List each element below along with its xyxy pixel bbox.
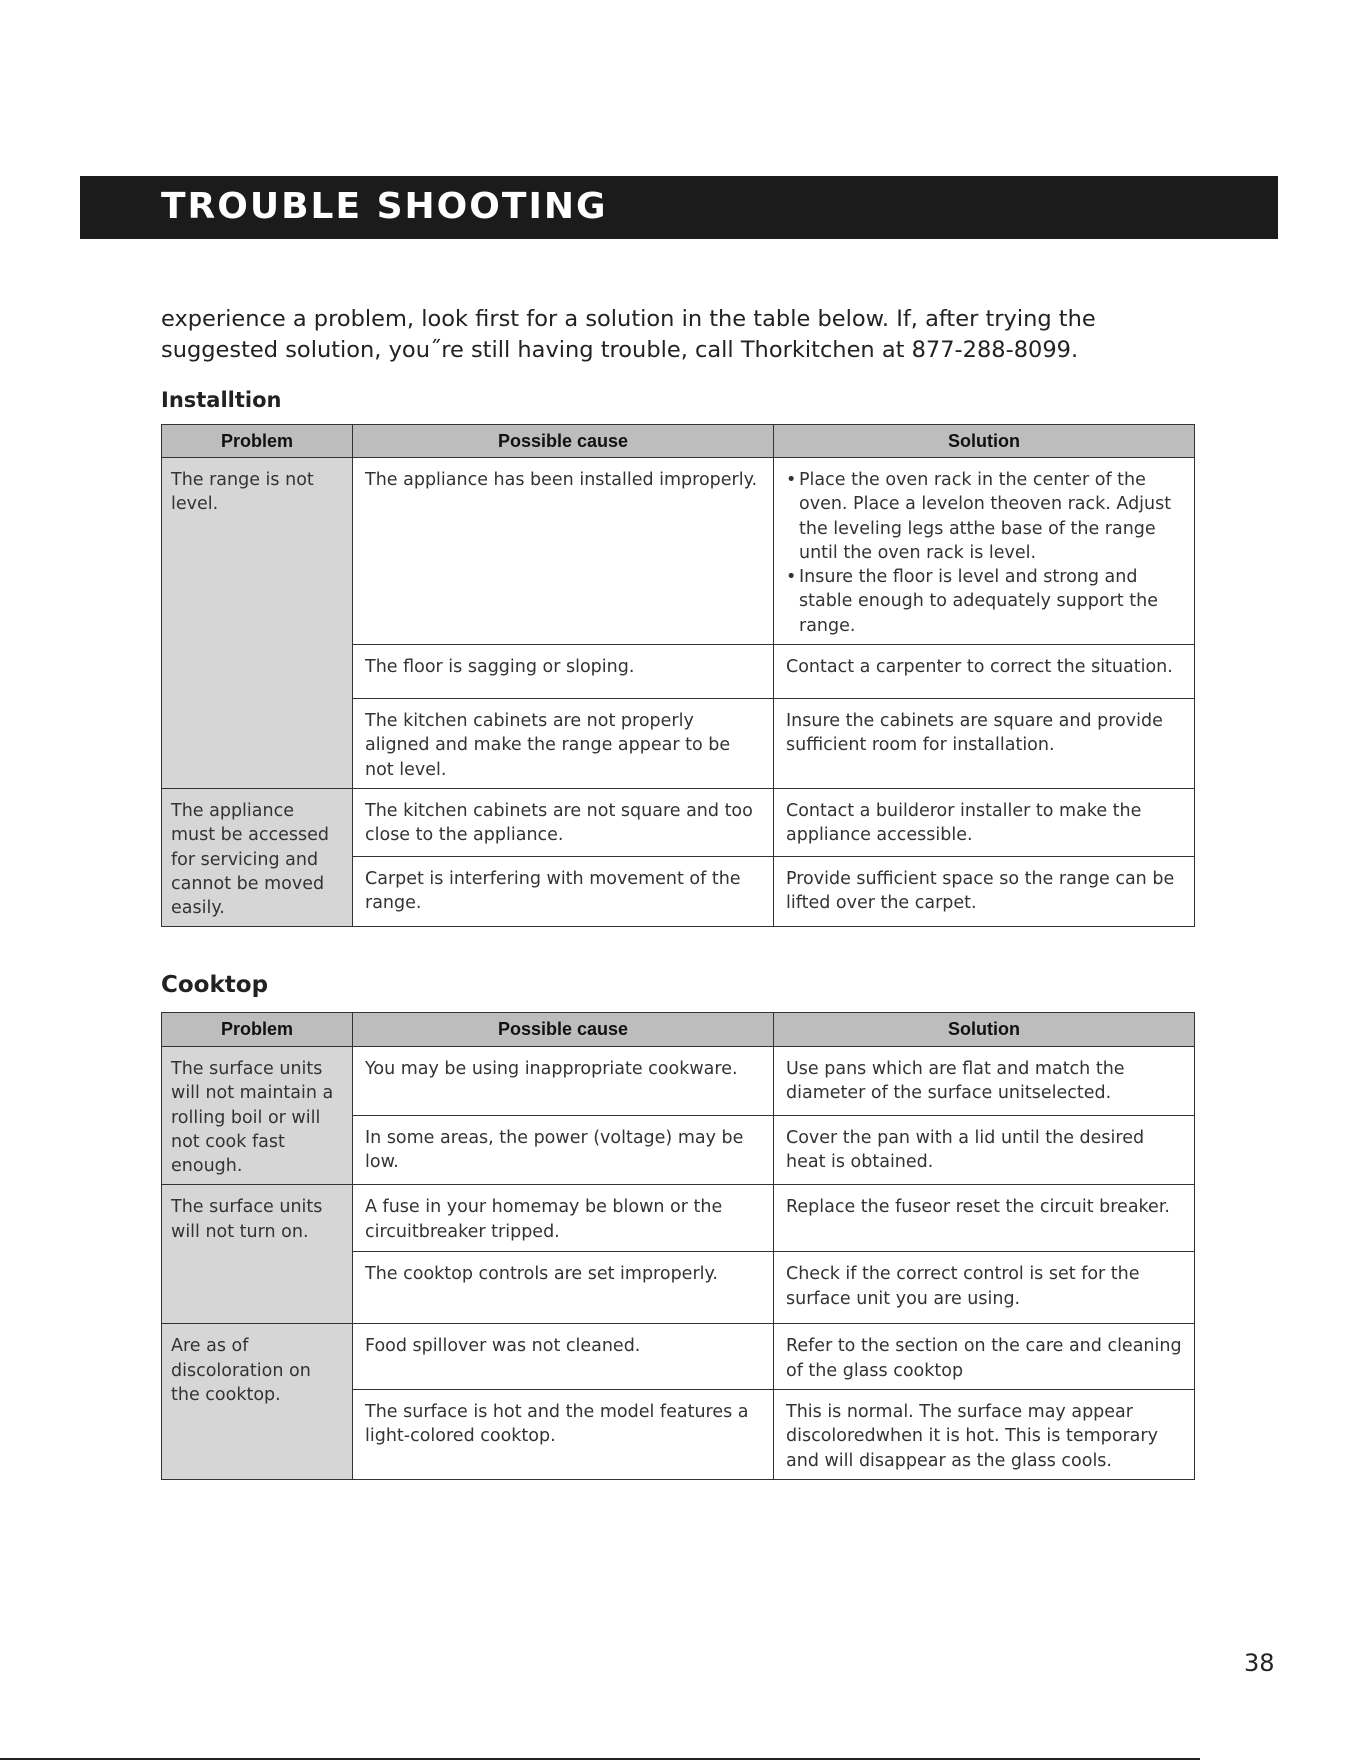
problem-cell: Are as of discoloration on the cooktop. xyxy=(162,1324,353,1480)
solution-cell: Use pans which are flat and match the diameter of the surface unitselected. xyxy=(774,1047,1195,1116)
solution-cell: Replace the fuseor reset the circuit breaker. xyxy=(774,1185,1195,1252)
solution-bullet: • Place the oven rack in the center of the oven. Place a levelon theoven rack. Adjust the leveling legs atthe base of the range until the oven rack is level. xyxy=(786,468,1184,565)
page-number: 38 xyxy=(1244,1649,1275,1677)
problem-cell: The range is not level. xyxy=(162,458,353,789)
cause-cell: Carpet is interfering with movement of the range. xyxy=(353,856,774,927)
solution-cell: Refer to the section on the care and cleaning of the glass cooktop xyxy=(774,1324,1195,1390)
solution-cell: Contact a builderor installer to make the appliance accessible. xyxy=(774,788,1195,856)
problem-cell: The appliance must be accessed for servicing and cannot be moved easily. xyxy=(162,788,353,926)
solution-list xyxy=(786,468,1184,638)
page-title: TROUBLE SHOOTING xyxy=(161,186,608,227)
cause-cell: A fuse in your homemay be blown or the circuitbreaker tripped. xyxy=(353,1185,774,1252)
column-header-problem: Problem xyxy=(162,425,353,458)
table-row xyxy=(162,1324,1195,1390)
cause-cell: The kitchen cabinets are not square and too close to the appliance. xyxy=(353,788,774,856)
solution-cell: Provide sufficient space so the range can be lifted over the carpet. xyxy=(774,856,1195,927)
solution-bullet: • Insure the floor is level and strong and stable enough to adequately support the range. xyxy=(786,565,1184,638)
cause-cell: Food spillover was not cleaned. xyxy=(353,1324,774,1390)
column-header-problem: Problem xyxy=(162,1013,353,1047)
solution-cell: This is normal. The surface may appear discoloredwhen it is hot. This is temporary and will disappear as the glass cools. xyxy=(774,1390,1195,1480)
cause-cell: The cooktop controls are set improperly. xyxy=(353,1252,774,1324)
cause-cell: The kitchen cabinets are not properly aligned and make the range appear to be not level. xyxy=(353,699,774,789)
problem-cell: The surface units will not maintain a rolling boil or will not cook fast enough. xyxy=(162,1047,353,1185)
cause-cell: The surface is hot and the model features a light-colored cooktop. xyxy=(353,1390,774,1480)
table-header-row xyxy=(162,425,1195,458)
column-header-possible-cause: Possible cause xyxy=(353,1013,774,1047)
column-header-solution: Solution xyxy=(774,1013,1195,1047)
table-row xyxy=(162,788,1195,856)
column-header-possible-cause: Possible cause xyxy=(353,425,774,458)
title-banner xyxy=(80,176,1278,239)
solution-cell: Check if the correct control is set for the surface unit you are using. xyxy=(774,1252,1195,1324)
cause-cell: You may be using inappropriate cookware. xyxy=(353,1047,774,1116)
solution-cell: Cover the pan with a lid until the desired heat is obtained. xyxy=(774,1115,1195,1185)
solution-cell xyxy=(774,458,1195,645)
cooktop-table xyxy=(161,1012,1195,1480)
installation-heading: Installtion xyxy=(161,388,282,412)
cause-cell: The appliance has been installed improperly. xyxy=(353,458,774,645)
table-row xyxy=(162,1047,1195,1116)
table-row xyxy=(162,1185,1195,1252)
bottom-divider xyxy=(0,1758,1200,1760)
cooktop-heading: Cooktop xyxy=(161,972,269,998)
table-header-row xyxy=(162,1013,1195,1047)
column-header-solution: Solution xyxy=(774,425,1195,458)
intro-paragraph: experience a problem, look first for a solution in the table below. If, after trying the suggested solution, you˝re still having trouble, call Thorkitchen at 877-288-8099. xyxy=(161,306,1096,363)
problem-cell: The surface units will not turn on. xyxy=(162,1185,353,1324)
cause-cell: The floor is sagging or sloping. xyxy=(353,645,774,699)
solution-cell: Insure the cabinets are square and provide sufficient room for installation. xyxy=(774,699,1195,789)
cause-cell: In some areas, the power (voltage) may be low. xyxy=(353,1115,774,1185)
solution-cell: Contact a carpenter to correct the situation. xyxy=(774,645,1195,699)
table-row xyxy=(162,458,1195,645)
installation-table xyxy=(161,424,1195,927)
